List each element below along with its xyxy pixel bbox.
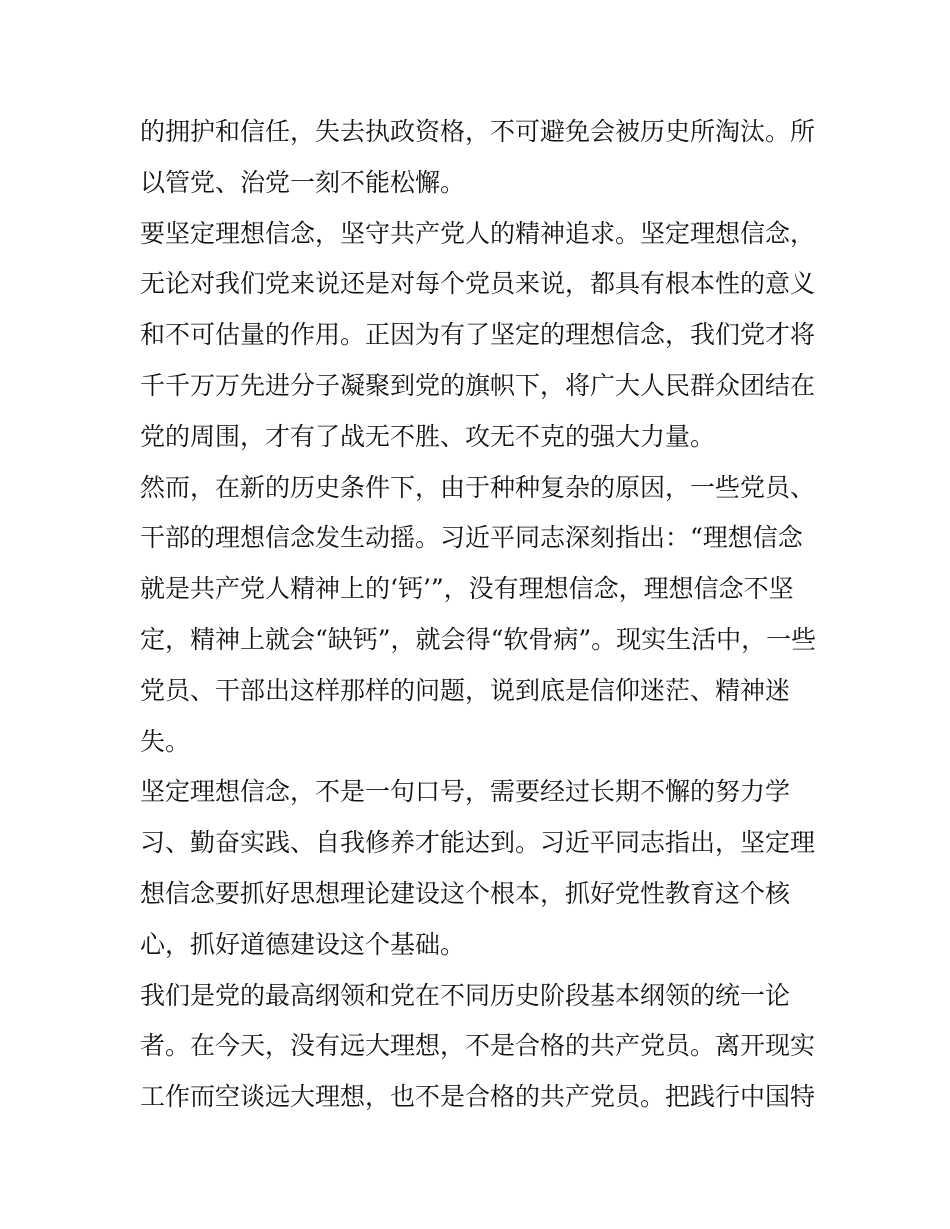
text-line: 坚定理想信念，不是一句口号，需要经过长期不懈的努力学	[140, 777, 791, 807]
text-line: 我们是党的最高纲领和党在不同历史阶段基本纲领的统一论	[140, 980, 791, 1010]
document-body-text	[140, 107, 820, 1123]
text-line: 干部的理想信念发生动摇。习近平同志深刻指出：“理想信念	[140, 523, 803, 553]
text-line: 失。	[140, 726, 191, 756]
text-line: 党员、干部出这样那样的问题，说到底是信仰迷茫、精神迷	[140, 675, 791, 705]
text-line: 者。在今天，没有远大理想，不是合格的共产党员。离开现实	[140, 1031, 816, 1061]
text-line: 心，抓好道德建设这个基础。	[140, 929, 466, 959]
text-line: 定，精神上就会“缺钙”，就会得“软骨病”。现实生活中，一些	[140, 624, 817, 654]
text-line: 习、勤奋实践、自我修养才能达到。习近平同志指出，坚定理	[140, 828, 816, 858]
text-line: 和不可估量的作用。正因为有了坚定的理想信念，我们党才将	[140, 320, 816, 350]
text-line: 工作而空谈远大理想，也不是合格的共产党员。把践行中国特	[140, 1082, 816, 1112]
text-line: 党的周围，才有了战无不胜、攻无不克的强大力量。	[140, 421, 716, 451]
text-line: 以管党、治党一刻不能松懈。	[140, 167, 466, 197]
text-line: 无论对我们党来说还是对每个党员来说，都具有根本性的意义	[140, 269, 816, 299]
text-line: 想信念要抓好思想理论建设这个根本，抓好党性教育这个核	[140, 878, 791, 908]
text-line: 就是共产党人精神上的‘钙’”，没有理想信念，理想信念不坚	[140, 574, 794, 604]
text-line: 的拥护和信任，失去执政资格，不可避免会被历史所淘汰。所	[140, 117, 816, 146]
text-line: 然而，在新的历史条件下，由于种种复杂的原因，一些党员、	[140, 472, 816, 502]
text-line: 要坚定理想信念，坚守共产党人的精神追求。坚定理想信念，	[140, 218, 816, 248]
text-line: 千千万万先进分子凝聚到党的旗帜下，将广大人民群众团结在	[140, 370, 816, 400]
